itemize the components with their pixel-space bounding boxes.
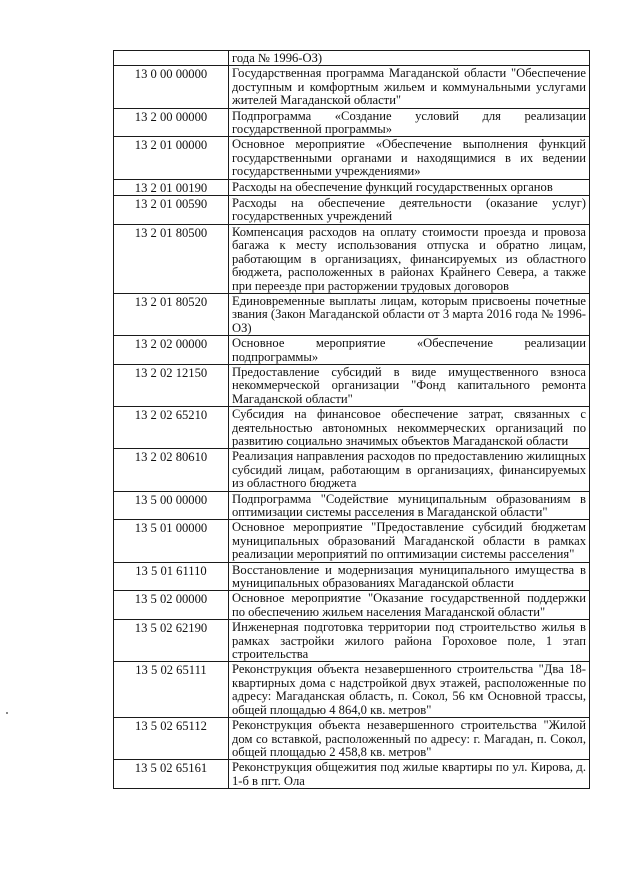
row-description: Реконструкция объекта незавершенного строительства "Два 18-квартирных дома с надстройкой двух этажей, расположенные по адресу: Магаданская область, п. Сокол, 56 км Основной трассы, общей площадью 4 864,0 кв. метров" [229,662,590,718]
table-row [114,591,590,620]
row-description: Реконструкция объекта незавершенного строительства "Жилой дом со вставкой, расположенный по адресу: г. Магадан, п. Сокол, общей площадью 2 458,8 кв. метров" [229,718,590,760]
row-code: 13 2 01 00000 [114,137,229,179]
row-description: Реконструкция общежития под жилые квартиры по ул. Кирова, д. 1-б в пгт. Ола [229,760,590,789]
row-description: Субсидия на финансовое обеспечение затрат, связанных с деятельностью автономных некоммерческих организаций по развитию социально значимых объектов Магаданской области [229,407,590,449]
row-description: Предоставление субсидий в виде имущественного взноса некоммерческой организации "Фонд капитального ремонта Магаданской области" [229,364,590,406]
table-row [114,620,590,662]
table-row [114,224,590,293]
row-description: Компенсация расходов на оплату стоимости проезда и провоза багажа к месту использования отпуска и обратно лицам, работающим в организациях, финансируемых из областного бюджета, расположенных в районах Крайнего Севера, а также при переезде при расторжении трудовых договоров [229,224,590,293]
row-code: 13 5 01 61110 [114,562,229,591]
row-code: 13 2 01 00590 [114,196,229,225]
row-description: Расходы на обеспечение деятельности (оказание услуг) государственных учреждений [229,196,590,225]
row-code: 13 5 02 00000 [114,591,229,620]
row-code: 13 5 01 00000 [114,520,229,562]
table-row [114,364,590,406]
row-code: 13 2 02 65210 [114,407,229,449]
row-code: 13 0 00 00000 [114,66,229,108]
row-code: 13 5 02 65112 [114,718,229,760]
budget-classification-table [113,50,590,789]
row-description: Подпрограмма «Создание условий для реализации государственной программы» [229,108,590,137]
row-code: 13 5 02 65111 [114,662,229,718]
row-description: Расходы на обеспечение функций государственных органов [229,179,590,195]
row-description: Подпрограмма "Содействие муниципальным образованиям в оптимизации системы расселения в Магаданской области" [229,491,590,520]
table-row [114,520,590,562]
row-description: Основное мероприятие "Оказание государственной поддержки по обеспечению жильем населения Магаданской области" [229,591,590,620]
table-row [114,662,590,718]
table-row [114,179,590,195]
row-code: 13 5 02 62190 [114,620,229,662]
table-row [114,51,590,66]
table-row [114,407,590,449]
table-row [114,108,590,137]
scan-speck [6,712,8,714]
row-code: 13 2 01 80500 [114,224,229,293]
table-row [114,137,590,179]
row-code: 13 2 02 00000 [114,336,229,365]
row-code: 13 5 02 65161 [114,760,229,789]
table-row [114,66,590,108]
row-description: Реализация направления расходов по предоставлению жилищных субсидий лицам, работающим в организациях, финансируемых из областного бюджета [229,449,590,491]
row-description: Государственная программа Магаданской области "Обеспечение доступным и комфортным жильем и коммунальными услугами жителей Магаданской области" [229,66,590,108]
table-row [114,449,590,491]
row-code: 13 2 02 12150 [114,364,229,406]
row-code: 13 5 00 00000 [114,491,229,520]
table-row [114,491,590,520]
row-description: Основное мероприятие "Предоставление субсидий бюджетам муниципальных образований Магаданской области в рамках реализации мероприятий по оптимизации системы расселения" [229,520,590,562]
row-description: года № 1996-ОЗ) [229,51,590,66]
row-code: 13 2 00 00000 [114,108,229,137]
table-row [114,336,590,365]
table-row [114,718,590,760]
row-code: 13 2 01 00190 [114,179,229,195]
row-description: Основное мероприятие «Обеспечение выполнения функций государственными органами и находящимися в их ведении государственными учреждениями» [229,137,590,179]
table-row [114,760,590,789]
row-description: Основное мероприятие «Обеспечение реализации подпрограммы» [229,336,590,365]
row-code: 13 2 01 80520 [114,293,229,335]
row-description: Единовременные выплаты лицам, которым присвоены почетные звания (Закон Магаданской области от 3 марта 2016 года № 1996-ОЗ) [229,293,590,335]
table-row [114,562,590,591]
row-code: 13 2 02 80610 [114,449,229,491]
row-description: Восстановление и модернизация муниципального имущества в муниципальных образованиях Магаданской области [229,562,590,591]
row-description: Инженерная подготовка территории под строительство жилья в рамках застройки жилого района Гороховое поле, 1 этап строительства [229,620,590,662]
table-row [114,293,590,335]
table-row [114,196,590,225]
row-code [114,51,229,66]
